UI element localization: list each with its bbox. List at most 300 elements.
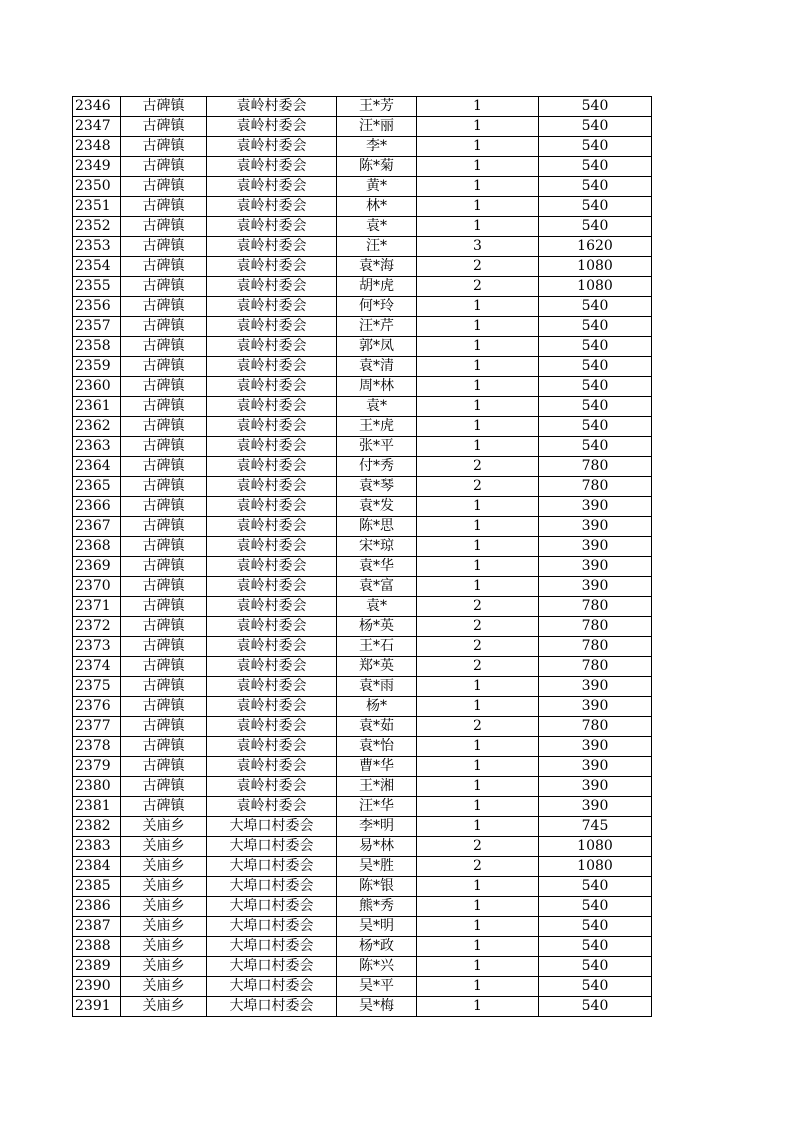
- row-number-cell: 2381: [73, 797, 121, 817]
- name-cell: 杨*: [337, 697, 417, 717]
- village-cell: 袁岭村委会: [207, 97, 337, 117]
- name-cell: 汪*丽: [337, 117, 417, 137]
- town-cell: 古碑镇: [121, 497, 207, 517]
- row-number-cell: 2352: [73, 217, 121, 237]
- amount-cell: 780: [539, 617, 652, 637]
- village-cell: 袁岭村委会: [207, 457, 337, 477]
- village-cell: 大埠口村委会: [207, 997, 337, 1017]
- name-cell: 袁*清: [337, 357, 417, 377]
- table-row: [73, 717, 652, 737]
- name-cell: 周*林: [337, 377, 417, 397]
- count-cell: 1: [417, 437, 539, 457]
- table-row: [73, 337, 652, 357]
- row-number-cell: 2348: [73, 137, 121, 157]
- amount-cell: 540: [539, 377, 652, 397]
- amount-cell: 1080: [539, 857, 652, 877]
- table-row: [73, 517, 652, 537]
- name-cell: 陈*思: [337, 517, 417, 537]
- town-cell: 古碑镇: [121, 177, 207, 197]
- village-cell: 袁岭村委会: [207, 517, 337, 537]
- amount-cell: 540: [539, 137, 652, 157]
- village-cell: 大埠口村委会: [207, 817, 337, 837]
- table-row: [73, 297, 652, 317]
- name-cell: 张*平: [337, 437, 417, 457]
- village-cell: 袁岭村委会: [207, 717, 337, 737]
- name-cell: 袁*雨: [337, 677, 417, 697]
- count-cell: 1: [417, 817, 539, 837]
- town-cell: 关庙乡: [121, 817, 207, 837]
- name-cell: 王*芳: [337, 97, 417, 117]
- count-cell: 1: [417, 117, 539, 137]
- name-cell: 汪*芹: [337, 317, 417, 337]
- row-number-cell: 2359: [73, 357, 121, 377]
- amount-cell: 540: [539, 917, 652, 937]
- village-cell: 袁岭村委会: [207, 277, 337, 297]
- row-number-cell: 2366: [73, 497, 121, 517]
- count-cell: 1: [417, 877, 539, 897]
- count-cell: 1: [417, 677, 539, 697]
- table-row: [73, 857, 652, 877]
- count-cell: 1: [417, 317, 539, 337]
- row-number-cell: 2368: [73, 537, 121, 557]
- count-cell: 1: [417, 697, 539, 717]
- table-row: [73, 157, 652, 177]
- name-cell: 袁*发: [337, 497, 417, 517]
- table-row: [73, 497, 652, 517]
- table-row: [73, 397, 652, 417]
- name-cell: 袁*富: [337, 577, 417, 597]
- amount-cell: 390: [539, 777, 652, 797]
- town-cell: 关庙乡: [121, 897, 207, 917]
- amount-cell: 1080: [539, 257, 652, 277]
- count-cell: 1: [417, 517, 539, 537]
- village-cell: 袁岭村委会: [207, 537, 337, 557]
- village-cell: 袁岭村委会: [207, 697, 337, 717]
- name-cell: 曹*华: [337, 757, 417, 777]
- row-number-cell: 2389: [73, 957, 121, 977]
- count-cell: 1: [417, 797, 539, 817]
- amount-cell: 390: [539, 737, 652, 757]
- table-row: [73, 97, 652, 117]
- table-row: [73, 237, 652, 257]
- row-number-cell: 2387: [73, 917, 121, 937]
- row-number-cell: 2349: [73, 157, 121, 177]
- table-row: [73, 637, 652, 657]
- name-cell: 郑*英: [337, 657, 417, 677]
- row-number-cell: 2378: [73, 737, 121, 757]
- town-cell: 关庙乡: [121, 977, 207, 997]
- town-cell: 关庙乡: [121, 997, 207, 1017]
- count-cell: 1: [417, 937, 539, 957]
- amount-cell: 780: [539, 457, 652, 477]
- count-cell: 1: [417, 577, 539, 597]
- town-cell: 古碑镇: [121, 157, 207, 177]
- table-row: [73, 777, 652, 797]
- amount-cell: 540: [539, 437, 652, 457]
- village-cell: 袁岭村委会: [207, 217, 337, 237]
- row-number-cell: 2360: [73, 377, 121, 397]
- village-cell: 袁岭村委会: [207, 497, 337, 517]
- name-cell: 杨*英: [337, 617, 417, 637]
- count-cell: 1: [417, 757, 539, 777]
- town-cell: 古碑镇: [121, 477, 207, 497]
- row-number-cell: 2391: [73, 997, 121, 1017]
- name-cell: 袁*: [337, 397, 417, 417]
- village-cell: 袁岭村委会: [207, 317, 337, 337]
- count-cell: 1: [417, 397, 539, 417]
- count-cell: 1: [417, 197, 539, 217]
- name-cell: 袁*怡: [337, 737, 417, 757]
- amount-cell: 390: [539, 557, 652, 577]
- table-row: [73, 677, 652, 697]
- amount-cell: 540: [539, 297, 652, 317]
- count-cell: 1: [417, 417, 539, 437]
- count-cell: 2: [417, 637, 539, 657]
- row-number-cell: 2374: [73, 657, 121, 677]
- name-cell: 陈*菊: [337, 157, 417, 177]
- village-cell: 大埠口村委会: [207, 897, 337, 917]
- amount-cell: 540: [539, 877, 652, 897]
- village-cell: 袁岭村委会: [207, 237, 337, 257]
- village-cell: 袁岭村委会: [207, 577, 337, 597]
- table-row: [73, 757, 652, 777]
- amount-cell: 540: [539, 217, 652, 237]
- table-row: [73, 897, 652, 917]
- table-row: [73, 617, 652, 637]
- count-cell: 1: [417, 917, 539, 937]
- count-cell: 1: [417, 217, 539, 237]
- town-cell: 古碑镇: [121, 577, 207, 597]
- row-number-cell: 2354: [73, 257, 121, 277]
- village-cell: 大埠口村委会: [207, 917, 337, 937]
- amount-cell: 780: [539, 717, 652, 737]
- town-cell: 古碑镇: [121, 377, 207, 397]
- village-cell: 袁岭村委会: [207, 737, 337, 757]
- town-cell: 关庙乡: [121, 957, 207, 977]
- table-row: [73, 797, 652, 817]
- village-cell: 袁岭村委会: [207, 297, 337, 317]
- town-cell: 古碑镇: [121, 597, 207, 617]
- count-cell: 1: [417, 297, 539, 317]
- name-cell: 吴*明: [337, 917, 417, 937]
- name-cell: 熊*秀: [337, 897, 417, 917]
- amount-cell: 540: [539, 197, 652, 217]
- table-body: [73, 97, 652, 1017]
- table-row: [73, 997, 652, 1017]
- name-cell: 胡*虎: [337, 277, 417, 297]
- village-cell: 袁岭村委会: [207, 617, 337, 637]
- row-number-cell: 2386: [73, 897, 121, 917]
- town-cell: 古碑镇: [121, 657, 207, 677]
- name-cell: 吴*胜: [337, 857, 417, 877]
- table-row: [73, 817, 652, 837]
- town-cell: 关庙乡: [121, 877, 207, 897]
- amount-cell: 540: [539, 397, 652, 417]
- village-cell: 袁岭村委会: [207, 357, 337, 377]
- village-cell: 袁岭村委会: [207, 377, 337, 397]
- table-row: [73, 657, 652, 677]
- name-cell: 郭*凤: [337, 337, 417, 357]
- town-cell: 关庙乡: [121, 837, 207, 857]
- table-row: [73, 417, 652, 437]
- count-cell: 2: [417, 617, 539, 637]
- count-cell: 1: [417, 497, 539, 517]
- table-row: [73, 977, 652, 997]
- name-cell: 吴*平: [337, 977, 417, 997]
- table-row: [73, 357, 652, 377]
- row-number-cell: 2361: [73, 397, 121, 417]
- row-number-cell: 2362: [73, 417, 121, 437]
- village-cell: 袁岭村委会: [207, 757, 337, 777]
- count-cell: 2: [417, 477, 539, 497]
- village-cell: 大埠口村委会: [207, 937, 337, 957]
- row-number-cell: 2365: [73, 477, 121, 497]
- table-row: [73, 957, 652, 977]
- village-cell: 袁岭村委会: [207, 177, 337, 197]
- amount-cell: 540: [539, 117, 652, 137]
- row-number-cell: 2351: [73, 197, 121, 217]
- village-cell: 袁岭村委会: [207, 637, 337, 657]
- table-row: [73, 737, 652, 757]
- count-cell: 2: [417, 657, 539, 677]
- name-cell: 黄*: [337, 177, 417, 197]
- name-cell: 陈*银: [337, 877, 417, 897]
- table-row: [73, 597, 652, 617]
- town-cell: 古碑镇: [121, 117, 207, 137]
- town-cell: 古碑镇: [121, 737, 207, 757]
- row-number-cell: 2350: [73, 177, 121, 197]
- table-row: [73, 217, 652, 237]
- name-cell: 汪*华: [337, 797, 417, 817]
- name-cell: 易*林: [337, 837, 417, 857]
- table-row: [73, 877, 652, 897]
- amount-cell: 780: [539, 597, 652, 617]
- row-number-cell: 2372: [73, 617, 121, 637]
- village-cell: 大埠口村委会: [207, 857, 337, 877]
- name-cell: 袁*琴: [337, 477, 417, 497]
- amount-cell: 540: [539, 937, 652, 957]
- amount-cell: 390: [539, 757, 652, 777]
- town-cell: 古碑镇: [121, 677, 207, 697]
- amount-cell: 780: [539, 657, 652, 677]
- table-row: [73, 197, 652, 217]
- table-row: [73, 697, 652, 717]
- village-cell: 袁岭村委会: [207, 777, 337, 797]
- town-cell: 古碑镇: [121, 297, 207, 317]
- row-number-cell: 2375: [73, 677, 121, 697]
- row-number-cell: 2377: [73, 717, 121, 737]
- town-cell: 古碑镇: [121, 437, 207, 457]
- village-cell: 袁岭村委会: [207, 677, 337, 697]
- amount-cell: 540: [539, 977, 652, 997]
- town-cell: 古碑镇: [121, 277, 207, 297]
- table-row: [73, 437, 652, 457]
- row-number-cell: 2346: [73, 97, 121, 117]
- village-cell: 大埠口村委会: [207, 877, 337, 897]
- count-cell: 2: [417, 837, 539, 857]
- amount-cell: 540: [539, 337, 652, 357]
- amount-cell: 540: [539, 997, 652, 1017]
- name-cell: 宋*琼: [337, 537, 417, 557]
- count-cell: 1: [417, 357, 539, 377]
- village-cell: 袁岭村委会: [207, 117, 337, 137]
- town-cell: 古碑镇: [121, 517, 207, 537]
- name-cell: 袁*茹: [337, 717, 417, 737]
- row-number-cell: 2379: [73, 757, 121, 777]
- amount-cell: 540: [539, 957, 652, 977]
- table-row: [73, 257, 652, 277]
- amount-cell: 540: [539, 177, 652, 197]
- name-cell: 袁*海: [337, 257, 417, 277]
- town-cell: 关庙乡: [121, 937, 207, 957]
- town-cell: 古碑镇: [121, 337, 207, 357]
- amount-cell: 540: [539, 157, 652, 177]
- town-cell: 古碑镇: [121, 697, 207, 717]
- table-row: [73, 477, 652, 497]
- row-number-cell: 2371: [73, 597, 121, 617]
- count-cell: 1: [417, 97, 539, 117]
- amount-cell: 390: [539, 517, 652, 537]
- village-cell: 袁岭村委会: [207, 597, 337, 617]
- count-cell: 1: [417, 737, 539, 757]
- amount-cell: 540: [539, 317, 652, 337]
- town-cell: 古碑镇: [121, 617, 207, 637]
- town-cell: 古碑镇: [121, 637, 207, 657]
- count-cell: 1: [417, 537, 539, 557]
- name-cell: 袁*: [337, 597, 417, 617]
- village-cell: 袁岭村委会: [207, 197, 337, 217]
- town-cell: 古碑镇: [121, 97, 207, 117]
- amount-cell: 540: [539, 357, 652, 377]
- town-cell: 关庙乡: [121, 857, 207, 877]
- town-cell: 古碑镇: [121, 217, 207, 237]
- count-cell: 1: [417, 177, 539, 197]
- town-cell: 古碑镇: [121, 717, 207, 737]
- name-cell: 付*秀: [337, 457, 417, 477]
- town-cell: 古碑镇: [121, 557, 207, 577]
- count-cell: 1: [417, 777, 539, 797]
- count-cell: 2: [417, 717, 539, 737]
- count-cell: 2: [417, 597, 539, 617]
- name-cell: 袁*: [337, 217, 417, 237]
- village-cell: 袁岭村委会: [207, 797, 337, 817]
- amount-cell: 780: [539, 637, 652, 657]
- row-number-cell: 2373: [73, 637, 121, 657]
- amount-cell: 390: [539, 677, 652, 697]
- amount-cell: 1620: [539, 237, 652, 257]
- village-cell: 袁岭村委会: [207, 657, 337, 677]
- count-cell: 2: [417, 277, 539, 297]
- row-number-cell: 2358: [73, 337, 121, 357]
- village-cell: 袁岭村委会: [207, 257, 337, 277]
- row-number-cell: 2370: [73, 577, 121, 597]
- village-cell: 大埠口村委会: [207, 837, 337, 857]
- row-number-cell: 2356: [73, 297, 121, 317]
- name-cell: 何*玲: [337, 297, 417, 317]
- table-row: [73, 577, 652, 597]
- count-cell: 3: [417, 237, 539, 257]
- village-cell: 袁岭村委会: [207, 477, 337, 497]
- row-number-cell: 2357: [73, 317, 121, 337]
- count-cell: 2: [417, 257, 539, 277]
- row-number-cell: 2347: [73, 117, 121, 137]
- amount-cell: 390: [539, 797, 652, 817]
- name-cell: 李*: [337, 137, 417, 157]
- count-cell: 1: [417, 157, 539, 177]
- village-cell: 大埠口村委会: [207, 977, 337, 997]
- row-number-cell: 2390: [73, 977, 121, 997]
- table-row: [73, 537, 652, 557]
- name-cell: 吴*梅: [337, 997, 417, 1017]
- town-cell: 古碑镇: [121, 457, 207, 477]
- row-number-cell: 2380: [73, 777, 121, 797]
- town-cell: 古碑镇: [121, 237, 207, 257]
- row-number-cell: 2383: [73, 837, 121, 857]
- row-number-cell: 2388: [73, 937, 121, 957]
- amount-cell: 390: [539, 497, 652, 517]
- village-cell: 袁岭村委会: [207, 157, 337, 177]
- name-cell: 陈*兴: [337, 957, 417, 977]
- table-row: [73, 917, 652, 937]
- count-cell: 1: [417, 337, 539, 357]
- amount-cell: 540: [539, 897, 652, 917]
- name-cell: 袁*华: [337, 557, 417, 577]
- row-number-cell: 2353: [73, 237, 121, 257]
- table-row: [73, 557, 652, 577]
- amount-cell: 540: [539, 417, 652, 437]
- count-cell: 1: [417, 557, 539, 577]
- village-cell: 袁岭村委会: [207, 557, 337, 577]
- row-number-cell: 2355: [73, 277, 121, 297]
- village-cell: 袁岭村委会: [207, 417, 337, 437]
- town-cell: 关庙乡: [121, 917, 207, 937]
- town-cell: 古碑镇: [121, 417, 207, 437]
- town-cell: 古碑镇: [121, 777, 207, 797]
- table-row: [73, 457, 652, 477]
- row-number-cell: 2385: [73, 877, 121, 897]
- amount-cell: 390: [539, 537, 652, 557]
- row-number-cell: 2384: [73, 857, 121, 877]
- town-cell: 古碑镇: [121, 197, 207, 217]
- data-table: [72, 96, 652, 1017]
- town-cell: 古碑镇: [121, 397, 207, 417]
- town-cell: 古碑镇: [121, 797, 207, 817]
- row-number-cell: 2369: [73, 557, 121, 577]
- name-cell: 杨*政: [337, 937, 417, 957]
- table-row: [73, 377, 652, 397]
- table-row: [73, 277, 652, 297]
- count-cell: 1: [417, 977, 539, 997]
- count-cell: 1: [417, 137, 539, 157]
- table-row: [73, 317, 652, 337]
- count-cell: 1: [417, 377, 539, 397]
- count-cell: 1: [417, 897, 539, 917]
- amount-cell: 540: [539, 97, 652, 117]
- count-cell: 2: [417, 457, 539, 477]
- name-cell: 汪*: [337, 237, 417, 257]
- amount-cell: 390: [539, 577, 652, 597]
- village-cell: 大埠口村委会: [207, 957, 337, 977]
- table-row: [73, 837, 652, 857]
- table-row: [73, 177, 652, 197]
- name-cell: 李*明: [337, 817, 417, 837]
- row-number-cell: 2363: [73, 437, 121, 457]
- town-cell: 古碑镇: [121, 317, 207, 337]
- village-cell: 袁岭村委会: [207, 137, 337, 157]
- count-cell: 1: [417, 957, 539, 977]
- amount-cell: 780: [539, 477, 652, 497]
- row-number-cell: 2364: [73, 457, 121, 477]
